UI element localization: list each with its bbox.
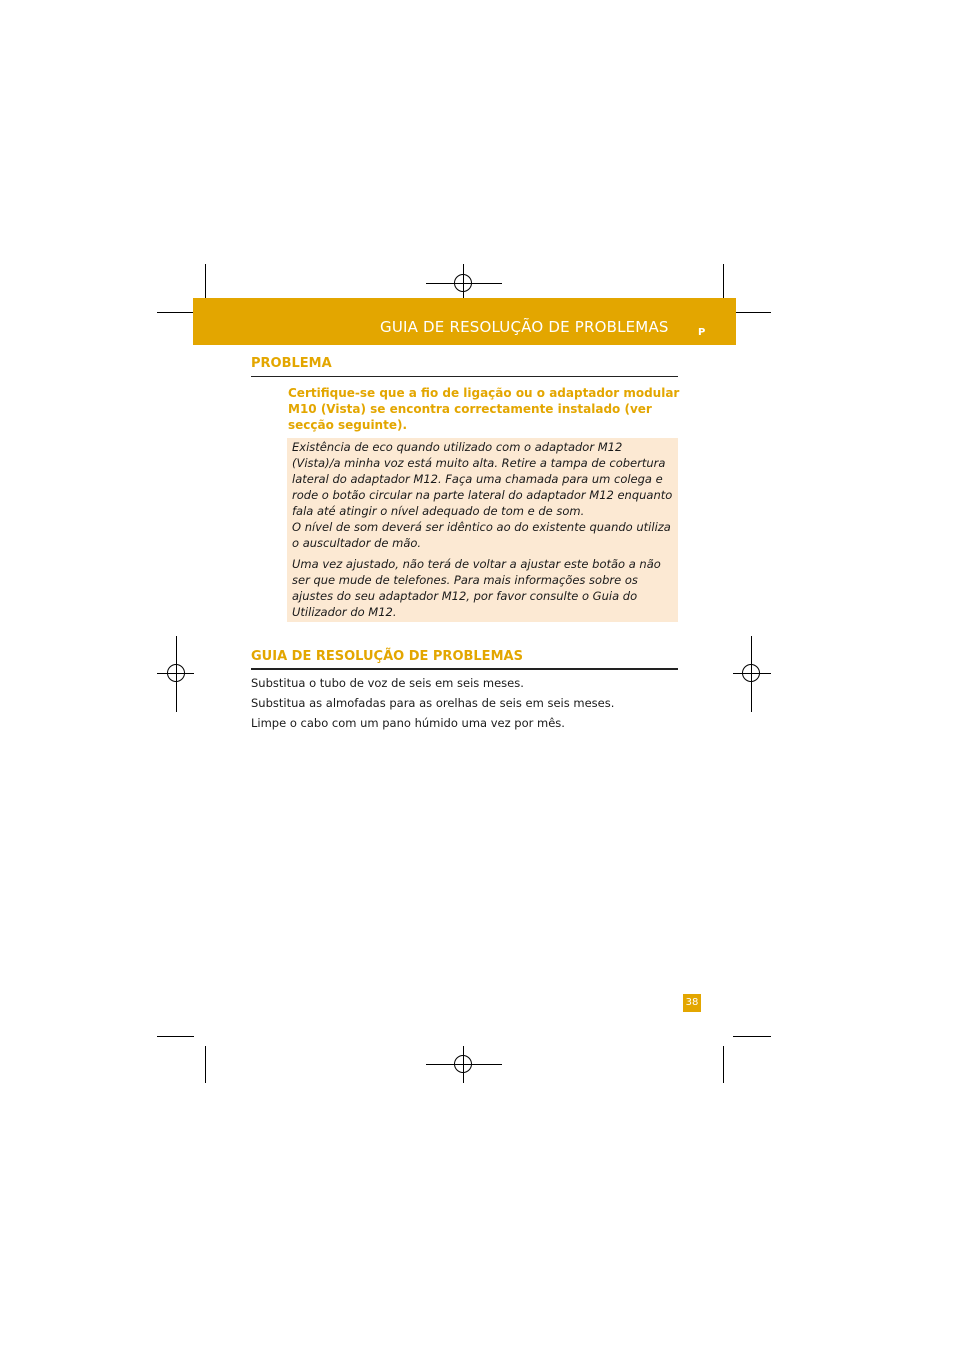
problem-section-rule	[251, 376, 678, 377]
maintenance-line: Substitua o tubo de voz de seis em seis meses.	[251, 676, 524, 690]
note-text: Existência de eco quando utilizado com o adaptador M12 (Vista)/a minha voz está muito alta. Retire a tampa de cobertura lateral do adaptador M12. Faça uma chamada para um colega e rode o botão circular na parte lateral do adaptador M12 enquanto fala até atingir o nível adequado de tom e de som.	[292, 440, 673, 518]
maintenance-section-rule	[251, 668, 678, 670]
note-paragraph	[292, 439, 674, 551]
note-paragraph: Uma vez ajustado, não terá de voltar a ajustar este botão a não ser que mude de telefones. Para mais informações sobre os ajustes do seu adaptador M12, por favor consulte o Guia do Utilizador do M12.	[292, 557, 661, 619]
note-text: O nível de som deverá ser idêntico ao do existente quando utiliza o auscultador de mão.	[292, 520, 671, 550]
problem-intro: Certifique-se que a fio de ligação ou o adaptador modular M10 (Vista) se encontra correctamente instalado (ver secção seguinte).	[288, 386, 680, 432]
maintenance-line: Limpe o cabo com um pano húmido uma vez por mês.	[251, 716, 565, 730]
language-marker: P	[698, 327, 706, 338]
maintenance-section-title: GUIA DE RESOLUÇÃO DE PROBLEMAS	[251, 649, 523, 664]
maintenance-line: Substitua as almofadas para as orelhas de seis em seis meses.	[251, 696, 615, 710]
problem-section-title: PROBLEMA	[251, 356, 332, 371]
note-box	[287, 438, 678, 622]
page-number: 38	[683, 994, 701, 1012]
page-title: GUIA DE RESOLUÇÃO DE PROBLEMAS	[380, 318, 669, 336]
